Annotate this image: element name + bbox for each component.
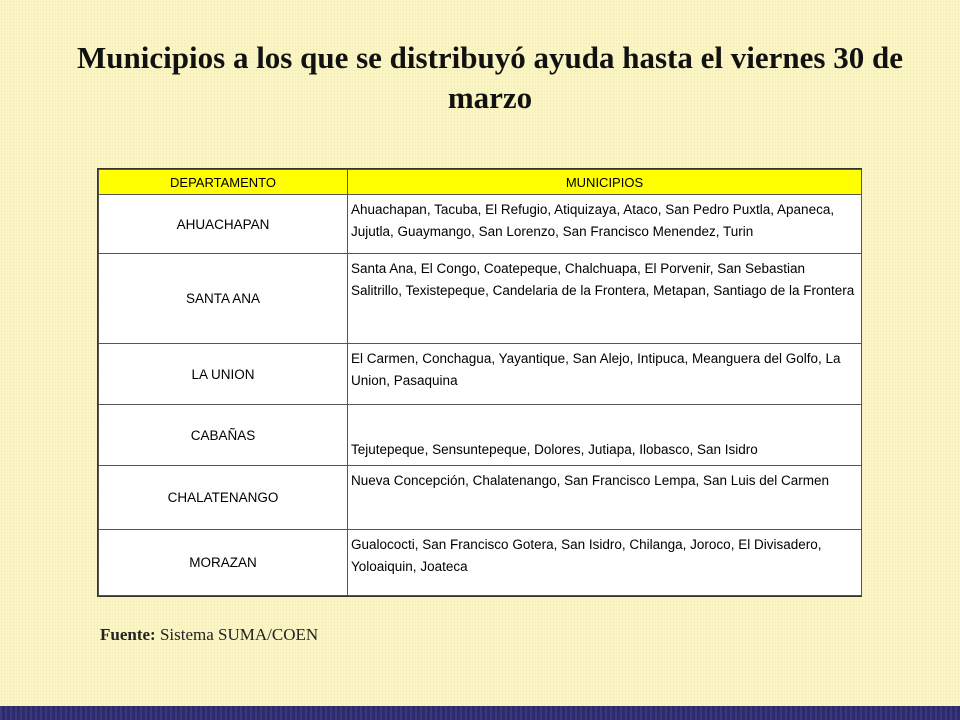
departamento-cell: CHALATENANGO (99, 466, 348, 530)
departamento-cell: CABAÑAS (99, 405, 348, 466)
municipios-cell: El Carmen, Conchagua, Yayantique, San Alejo, Intipuca, Meanguera del Golfo, La Union, Pasaquina (348, 344, 862, 405)
source-value: Sistema SUMA/COEN (159, 625, 319, 644)
header-municipios: MUNICIPIOS (348, 170, 862, 195)
page-title: Municipios a los que se distribuyó ayuda hasta el viernes 30 de marzo (77, 40, 903, 115)
source-note (100, 625, 318, 645)
table-row (99, 466, 862, 530)
municipios-table (97, 168, 862, 597)
source-label: Fuente: (100, 625, 156, 644)
table-row (99, 254, 862, 344)
bottom-decorative-bar (0, 706, 960, 720)
departamento-cell: LA UNION (99, 344, 348, 405)
header-departamento: DEPARTAMENTO (99, 170, 348, 195)
table-header-row (99, 170, 862, 195)
table-row (99, 195, 862, 254)
municipios-cell: Gualococti, San Francisco Gotera, San Isidro, Chilanga, Joroco, El Divisadero, Yoloaiquin, Joateca (348, 530, 862, 596)
municipios-cell: Tejutepeque, Sensuntepeque, Dolores, Jutiapa, Ilobasco, San Isidro (348, 405, 862, 466)
table-row (99, 530, 862, 596)
municipios-cell: Nueva Concepción, Chalatenango, San Francisco Lempa, San Luis del Carmen (348, 466, 862, 530)
departamento-cell: MORAZAN (99, 530, 348, 596)
table-row (99, 405, 862, 466)
municipios-cell: Santa Ana, El Congo, Coatepeque, Chalchuapa, El Porvenir, San Sebastian Salitrillo, Texistepeque, Candelaria de la Frontera, Metapan, Santiago de la Frontera (348, 254, 862, 344)
table-row (99, 344, 862, 405)
municipios-cell: Ahuachapan, Tacuba, El Refugio, Atiquizaya, Ataco, San Pedro Puxtla, Apaneca, Jujutla, Guaymango, San Lorenzo, San Francisco Menendez, Turin (348, 195, 862, 254)
departamento-cell: SANTA ANA (99, 254, 348, 344)
departamento-cell: AHUACHAPAN (99, 195, 348, 254)
